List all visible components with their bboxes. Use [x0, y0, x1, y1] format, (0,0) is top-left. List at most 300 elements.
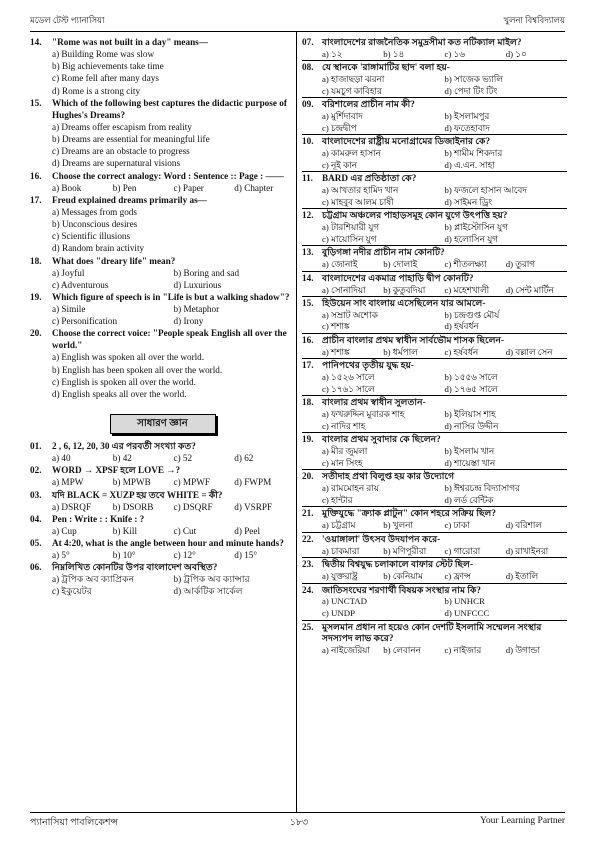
question-text	[302, 134, 567, 148]
answer-option: b) Metaphor	[173, 304, 220, 315]
question-stem: Which figure of speech is in "Life is but a walking shadow"?	[52, 292, 290, 303]
answer-option: d) 15°	[234, 550, 258, 561]
question-stem: 2 , 6, 12, 20, 30 এর পরবর্তী সংখ্যা কত?	[52, 441, 196, 452]
answer-option: b) Kill	[112, 525, 137, 536]
footer-left: প্যানাসিয়া পাবলিকেশন্স	[30, 818, 118, 828]
options	[30, 452, 295, 464]
page-header	[30, 14, 565, 28]
answer-option: a) ১২	[322, 48, 343, 59]
answer-option: c) হর্ষবর্ধন	[444, 346, 479, 357]
question-number: 14.	[302, 272, 314, 283]
answer-option: a) English was spoken all over the world.	[52, 352, 205, 363]
question-text	[30, 255, 295, 267]
answer-option: b) ধর্মপাল	[383, 346, 418, 357]
answer-option: c) নাইজার	[444, 645, 482, 656]
answer-option: d) হর্ষবর্ধন	[444, 321, 479, 332]
header-rule	[30, 31, 565, 32]
answer-option: a) সোনাদিয়া	[322, 284, 366, 295]
answer-option: b) খুলনা	[383, 520, 413, 531]
options	[30, 206, 295, 255]
answer-option: b) ইসলাম খান	[444, 446, 495, 457]
question-number: 15.	[302, 298, 314, 309]
question-stem: At 4:20, what is the angle between hour and minute hands?	[52, 538, 284, 549]
question-stem: চট্টগ্রাম অঞ্চলের পাহাড়সমূহ কোন যুগে উৎপত্তি হয়?	[322, 210, 508, 221]
question-block	[302, 395, 567, 432]
question-number: 09.	[302, 99, 314, 110]
answer-option: a) কামরুল হাসান	[322, 148, 381, 159]
answer-option: b) Unconscious desires	[52, 219, 138, 230]
answer-option: d) Irony	[173, 316, 204, 327]
answer-option: d) Rome is a strong city	[52, 85, 141, 96]
question-text	[302, 60, 567, 74]
answer-option: d) এ.এন. সাহা	[444, 159, 495, 170]
options	[30, 182, 295, 194]
answer-option: b) ইলিয়াস শাহ	[444, 409, 496, 420]
answer-option: b) MPWB	[112, 477, 151, 488]
answer-option: c) মায়োসিন যুগ	[322, 233, 377, 244]
answer-option: b) Pen	[112, 182, 137, 193]
answer-option: c) ১৭৬১ সালে	[322, 383, 375, 394]
question-block	[30, 489, 295, 513]
question-stem: "Rome was not built in a day" means—	[52, 37, 208, 47]
english-questions	[30, 36, 295, 400]
answer-option: c) শীতলক্ষ্যা	[444, 259, 487, 270]
answer-option: b) UNHCR	[444, 596, 485, 607]
options	[302, 49, 567, 61]
question-stem: Choose the correct analogy: Word : Sentence :: Page : ——	[52, 170, 284, 181]
options	[302, 185, 567, 208]
question-number: 17.	[302, 360, 314, 371]
question-stem: BARD এর প্রতিষ্ঠাতা কে?	[322, 173, 417, 184]
answer-option: d) UNFCCC	[444, 607, 490, 618]
question-text	[30, 291, 295, 303]
question-block	[302, 620, 567, 657]
options	[302, 645, 567, 657]
answer-option: b) চন্দ্রগুপ্ত মৌর্য	[444, 309, 500, 320]
answer-option: d) তুরাগ	[505, 259, 536, 270]
options	[30, 501, 295, 513]
answer-option: a) চট্টগ্রাম	[322, 520, 356, 531]
options	[30, 121, 295, 170]
right-column	[302, 36, 567, 657]
answer-option: a) রামমোহন রায়	[322, 483, 379, 494]
options	[302, 222, 567, 245]
options	[302, 483, 567, 506]
answer-option: d) Luxurious	[173, 279, 222, 290]
question-block	[302, 245, 567, 270]
answer-option: c) Rome fell after many days	[52, 73, 159, 84]
answer-option: d) সেন্ট মার্টিন	[505, 284, 554, 295]
question-number: 22.	[302, 533, 314, 544]
answer-option: a) চাকমারা	[322, 545, 360, 556]
question-number: 18.	[302, 397, 314, 408]
answer-option: b) 42	[112, 453, 132, 464]
question-number: 11.	[302, 173, 313, 184]
options	[30, 303, 295, 327]
question-stem: দ্বিতীয় বিশ্বযুদ্ধ চলাকালে বাফার স্টেট ছিল-	[322, 559, 474, 570]
answer-option: a) টারশিয়ারী যুগ	[322, 222, 380, 233]
question-text	[302, 432, 567, 446]
options	[302, 285, 567, 297]
answer-option: a) 40	[52, 453, 71, 464]
answer-option: c) Cut	[173, 525, 197, 536]
answer-option: c) UNDP	[322, 607, 355, 618]
question-stem: বাংলাদেশের রাষ্ট্রীয় মনোগ্রামের ডিজাইনার কে?	[322, 136, 491, 147]
answer-option: c) DSQRF	[173, 501, 213, 512]
question-text	[30, 36, 295, 48]
answer-option: d) পেদা টিং টিং	[444, 85, 498, 96]
answer-option: c) ফ্রান্স	[444, 570, 471, 581]
question-number: 14.	[30, 37, 42, 47]
question-stem: মুসলমান প্রধান না হয়েও কোন দেশটি ইসলামি সম্মেলন সংস্থার সদস্যপদ লাভ করে?	[322, 621, 542, 644]
question-stem: প্রাচীন বাংলার প্রথম স্বাধীন সার্বভৌম শাসক ছিলেন-	[322, 335, 505, 346]
answer-option: c) Scientific illusions	[52, 231, 131, 242]
answer-option: a) আখতার হামিদ খান	[322, 185, 399, 196]
answer-option: c) নাদির শাহ	[322, 420, 366, 431]
answer-option: c) চন্দ্রদ্বীপ	[322, 122, 357, 133]
question-block	[30, 327, 295, 400]
answer-option: d) নাসির উদ্দীন	[444, 420, 499, 431]
answer-option: d) ইতালি	[505, 570, 539, 581]
section-title: সাধারণ জ্ঞান	[110, 414, 216, 434]
answer-option: a) মুর্শিদাবাদ	[322, 111, 363, 122]
page-footer	[30, 816, 565, 831]
question-text	[30, 489, 295, 501]
options	[30, 267, 295, 291]
options	[30, 525, 295, 537]
question-block	[30, 194, 295, 255]
answer-option: d) উগান্ডা	[505, 645, 541, 656]
header-right: খুলনা বিশ্ববিদ্যালয়	[503, 15, 565, 25]
question-stem: Pen : Write : : Knife : ?	[52, 513, 145, 524]
question-text	[30, 97, 295, 121]
question-number: 19.	[302, 434, 314, 445]
question-text	[302, 620, 567, 646]
question-block	[302, 271, 567, 296]
answer-option: a) ফখরুদ্দিন মুবারক শাহ	[322, 409, 405, 420]
question-stem: যে স্থানকে 'রাঙ্গামাটির ছাদ' বলা হয়-	[322, 62, 450, 73]
question-text	[30, 537, 295, 549]
answer-option: b) সাজেক ভ্যালি	[444, 74, 503, 85]
question-number: 07.	[302, 37, 314, 47]
answer-option: a) 5°	[52, 550, 70, 561]
question-stem: বরিশালের প্রাচীন নাম কী?	[322, 99, 415, 110]
question-block	[302, 358, 567, 395]
answer-option: a) সম্রাট অশোক	[322, 309, 378, 320]
options	[302, 520, 567, 532]
options	[30, 476, 295, 488]
answer-option: c) শশাঙ্ক	[322, 321, 350, 332]
footer-rule	[30, 812, 565, 813]
question-stem: Freud explained dreams primarily as—	[52, 194, 207, 205]
options	[302, 259, 567, 271]
answer-option: a) Dreams offer escapism from reality	[52, 121, 192, 132]
question-block	[30, 513, 295, 537]
question-block	[30, 36, 295, 97]
question-number: 10.	[302, 136, 314, 147]
question-number: 02.	[30, 465, 42, 476]
question-number: 16.	[30, 170, 42, 181]
answer-option: c) ইকুয়েটর	[52, 586, 92, 597]
options	[30, 549, 295, 561]
question-block	[302, 208, 567, 245]
question-text	[302, 97, 567, 111]
question-stem: হিউয়েন সাং বাংলায় এসেছিলেন যার আমলে-	[322, 298, 486, 309]
question-stem: Which of the following best captures the didactic purpose of Hughes's Dreams?	[52, 97, 287, 120]
answer-option: c) MPWF	[173, 477, 210, 488]
question-block	[302, 171, 567, 208]
answer-option: a) MPW	[52, 477, 84, 488]
options	[302, 546, 567, 558]
answer-option: d) বরিশাল	[505, 520, 542, 531]
question-block	[302, 583, 567, 620]
answer-option: b) Dreams are essential for meaningful life	[52, 134, 210, 145]
question-number: 15.	[30, 97, 42, 108]
question-stem: পানিপথের তৃতীয় যুদ্ধ হয়-	[322, 360, 414, 371]
question-text	[30, 194, 295, 206]
answer-option: c) 12°	[173, 550, 196, 561]
question-block	[302, 134, 567, 171]
question-stem: নিম্নলিখিত কোনটির উপর বাংলাদেশ অবস্থিত?	[52, 562, 218, 573]
question-text	[302, 333, 567, 347]
options	[302, 596, 567, 619]
question-text	[302, 271, 567, 285]
question-number: 23.	[302, 559, 314, 570]
answer-option: d) রাখাইনরা	[505, 545, 549, 556]
answer-option: b) লেবানন	[383, 645, 421, 656]
answer-option: a) শশাঙ্ক	[322, 346, 350, 357]
question-text	[302, 36, 567, 49]
answer-option: d) বল্লাল সেন	[505, 346, 553, 357]
answer-option: d) লর্ড বেন্টিক	[444, 494, 494, 505]
options	[302, 347, 567, 359]
answer-option: b) শামীম শিকদার	[444, 148, 503, 159]
question-text	[302, 532, 567, 546]
footer-right: Your Learning Partner	[479, 816, 565, 826]
answer-option: a) Book	[52, 182, 82, 193]
question-text	[302, 557, 567, 571]
question-number: 16.	[302, 335, 314, 346]
answer-option: c) Paper	[173, 182, 204, 193]
answer-option: a) ট্রপিক অব ক্যাপ্রিকন	[52, 574, 135, 585]
question-number: 03.	[30, 489, 42, 500]
options	[302, 409, 567, 432]
question-stem: বাংলার প্রথম সুবাদার কে ছিলেন?	[322, 434, 441, 445]
answer-option: a) যুক্তরাষ্ট্র	[322, 570, 358, 581]
answer-option: b) ইসলামপুর	[444, 111, 490, 122]
answer-option: c) মহেশখালী	[444, 284, 490, 295]
header-left: মডেল টেস্ট প্যানাসিয়া	[30, 15, 105, 25]
answer-option: d) Peel	[234, 525, 261, 536]
question-block	[30, 97, 295, 170]
question-stem: জাতিসংঘের শরণার্থী বিষয়ক সংস্থার নাম কি?	[322, 584, 481, 595]
question-number: 06.	[30, 562, 42, 573]
answer-option: b) প্লাইস্টোসিন যুগ	[444, 222, 508, 233]
answer-option: b) দোলাই	[383, 259, 418, 270]
answer-option: b) ট্রপিক অব ক্যান্সার	[173, 574, 250, 585]
question-text	[30, 170, 295, 182]
answer-option: a) হাজাছড়া ঝরনা	[322, 74, 385, 85]
question-number: 13.	[302, 247, 314, 258]
options	[30, 48, 295, 97]
options	[302, 372, 567, 395]
question-block	[30, 561, 295, 597]
answer-option: a) নাইজেরিয়া	[322, 645, 370, 656]
question-text	[30, 513, 295, 525]
question-text	[30, 440, 295, 452]
question-stem: বাংলাদেশের একমাত্র পাহাড়ি দ্বীপ কোনটি?	[322, 272, 474, 283]
options	[302, 310, 567, 333]
answer-option: d) শায়েস্তা খান	[444, 457, 496, 468]
question-number: 20.	[30, 328, 42, 339]
answer-option: b) Big achievements take time	[52, 61, 164, 72]
options	[30, 573, 295, 597]
answer-option: c) নূই কান	[322, 159, 358, 170]
options	[302, 148, 567, 171]
question-text	[302, 358, 567, 372]
question-number: 01.	[30, 441, 42, 452]
question-block	[302, 557, 567, 582]
answer-option: a) Simile	[52, 304, 86, 315]
column-divider	[296, 32, 297, 812]
answer-option: c) মান সিংহ	[322, 457, 363, 468]
question-stem: বুড়িগঙ্গা নদীর প্রাচীন নাম কোনটি?	[322, 247, 445, 258]
answer-option: b) মণিপুরীরা	[383, 545, 427, 556]
question-stem: WORD → XPSF হলে LOVE →?	[52, 465, 181, 476]
answer-option: b) কুতুবদিয়া	[383, 284, 426, 295]
answer-option: c) ১৬	[444, 48, 465, 59]
answer-option: d) ফতেহাবাদ	[444, 122, 490, 133]
answer-option: a) Building Rome was slow	[52, 49, 155, 59]
gk-questions-left	[30, 440, 295, 597]
answer-option: c) যমচুগ কাবিহার	[322, 85, 382, 96]
answer-option: d) English speaks all over the world.	[52, 389, 187, 400]
question-block	[302, 60, 567, 97]
question-block	[302, 469, 567, 506]
answer-option: b) ১৫৫৬ সালে	[444, 372, 498, 383]
answer-option: c) মাহবুব আলম চাষী	[322, 196, 394, 207]
question-stem: Choose the correct voice: "People speak English all over the world."	[52, 328, 287, 351]
answer-option: c) Adventurous	[52, 279, 109, 290]
question-block	[302, 506, 567, 531]
answer-option: b) ফজলে হাসান আবেদ	[444, 185, 527, 196]
answer-option: a) মীর জুমলা	[322, 446, 368, 457]
question-number: 19.	[30, 292, 42, 303]
answer-option: c) English is spoken all over the world.	[52, 376, 196, 387]
answer-option: d) ১৭৬৫ সালে	[444, 383, 498, 394]
question-number: 08.	[302, 62, 314, 73]
answer-option: b) Boring and sad	[173, 267, 240, 278]
answer-option: c) হান্টার	[322, 494, 353, 505]
answer-option: d) সাইমন ড্রিং	[444, 196, 493, 207]
answer-option: d) Chapter	[234, 182, 274, 193]
answer-option: a) Messages from gods	[52, 206, 137, 217]
answer-option: d) আর্কটিক সার্কেল	[173, 586, 243, 597]
question-text	[302, 395, 567, 409]
question-number: 04.	[30, 513, 42, 524]
question-block	[302, 296, 567, 333]
options	[302, 111, 567, 134]
question-stem: বাংলার প্রথম স্বাধীন সুলতান-	[322, 397, 426, 408]
question-block	[302, 36, 567, 60]
answer-option: b) ১৪	[383, 48, 405, 59]
question-text	[30, 327, 295, 351]
question-stem: যদি BLACK = XUZP হয় তবে WHITE = কী?	[52, 489, 223, 500]
question-number: 17.	[30, 194, 42, 205]
question-text	[30, 561, 295, 573]
answer-option: d) হলোসিন যুগ	[444, 233, 498, 244]
question-text	[302, 171, 567, 185]
question-number: 25.	[302, 621, 314, 632]
answer-option: d) VSRPF	[234, 501, 273, 512]
answer-option: c) 52	[173, 453, 193, 464]
answer-option: d) Dreams are supernatural visions	[52, 158, 181, 169]
question-stem: 'ওয়াঙ্গালা' উৎসব উদযাপন করে-	[322, 533, 441, 544]
question-block	[30, 255, 295, 291]
question-number: 21.	[302, 508, 314, 519]
answer-option: c) ঢাকা	[444, 520, 470, 531]
question-block	[30, 537, 295, 561]
question-text	[302, 245, 567, 259]
options	[302, 571, 567, 583]
question-text	[302, 296, 567, 310]
question-block	[30, 170, 295, 194]
options	[302, 74, 567, 97]
question-stem: বাংলাদেশের রাজনৈতিক সমুদ্রসীমা কত নটিক্যাল মাইল?	[322, 37, 522, 47]
answer-option: d) FWPM	[234, 477, 272, 488]
question-block	[30, 464, 295, 488]
question-text	[302, 469, 567, 483]
question-stem: সতীদাহ প্রথা বিলুপ্ত হয় কার উদ্যোগে	[322, 471, 455, 482]
answer-option: b) DSORB	[112, 501, 154, 512]
question-block	[302, 532, 567, 557]
question-stem: What does "dreary life" mean?	[52, 255, 176, 266]
answer-option: a) Joyful	[52, 267, 85, 278]
question-text	[302, 208, 567, 222]
question-block	[302, 432, 567, 469]
options	[302, 446, 567, 469]
answer-option: a) ১৫২৬ সালে	[322, 372, 375, 383]
question-block	[30, 291, 295, 327]
question-block	[30, 440, 295, 464]
options	[30, 351, 295, 400]
answer-option: a) DSRQF	[52, 501, 92, 512]
answer-option: b) কেনিয়াম	[383, 570, 423, 581]
answer-option: b) English has been spoken all over the world.	[52, 364, 223, 375]
question-number: 05.	[30, 538, 42, 549]
answer-option: c) Dreams are an obstacle to progress	[52, 146, 190, 157]
question-text	[302, 583, 567, 597]
answer-option: d) 62	[234, 453, 254, 464]
question-block	[302, 333, 567, 358]
answer-option: c) গারোরা	[444, 545, 481, 556]
question-stem: মুক্তিযুদ্ধে "ক্র্যাক প্লাটুন" কোন শহরে সক্রিয় ছিল?	[322, 508, 496, 519]
question-number: 12.	[302, 210, 314, 221]
question-number: 18.	[30, 255, 42, 266]
question-number: 20.	[302, 471, 314, 482]
answer-option: d) Random brain activity	[52, 243, 145, 254]
answer-option: d) ১০	[505, 48, 527, 59]
answer-option: b) ঈশ্বরচন্দ্র বিদ্যাসাগর	[444, 483, 520, 494]
answer-option: a) UNCTAD	[322, 596, 367, 607]
question-text	[302, 506, 567, 520]
question-text	[30, 464, 295, 476]
question-number: 24.	[302, 584, 314, 595]
answer-option: a) জোনাই	[322, 259, 358, 270]
page-number: ১৮৩	[289, 818, 309, 828]
left-column	[30, 36, 295, 598]
answer-option: a) Cup	[52, 525, 77, 536]
